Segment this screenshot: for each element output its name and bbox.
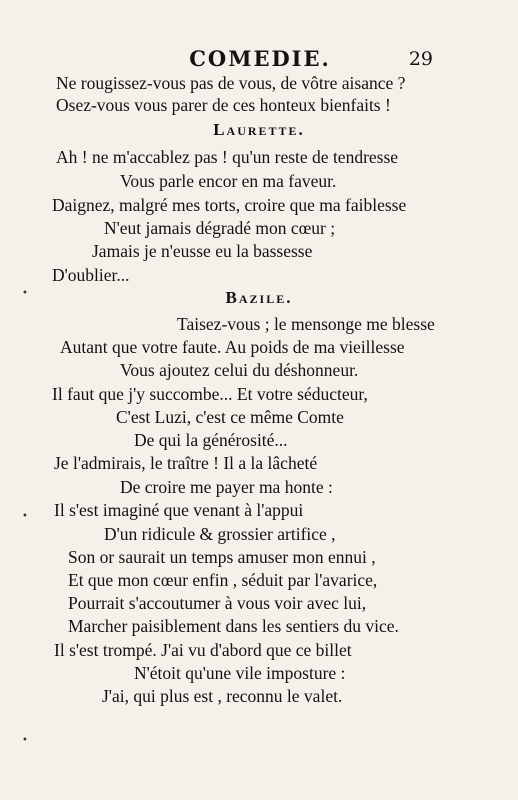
speaker-name: Bazile.	[225, 288, 293, 307]
verse-line: D'oublier...	[52, 265, 130, 285]
verse-line: C'est Luzi, c'est ce même Comte	[116, 407, 344, 427]
verse-line: Il s'est trompé. J'ai vu d'abord que ce billet	[54, 640, 352, 660]
running-title: COMEDIE.	[189, 46, 331, 71]
verse-line: Son or saurait un temps amuser mon ennui ,	[68, 547, 376, 567]
verse-line: Osez-vous vous parer de ces honteux bienfaits !	[56, 95, 391, 115]
verse-line: De qui la générosité...	[134, 430, 288, 450]
verse-line: Pourrait s'accoutumer à vous voir avec lui,	[68, 593, 367, 613]
verse-line: Jamais je n'eusse eu la bassesse	[92, 241, 313, 261]
verse-line: Et que mon cœur enfin , séduit par l'avarice,	[68, 570, 378, 590]
verse-line: J'ai, qui plus est , reconnu le valet.	[102, 686, 343, 706]
verse-line: Vous ajoutez celui du déshonneur.	[120, 360, 359, 380]
verse-line: Taisez-vous ; le mensonge me blesse	[177, 314, 435, 334]
verse-line: Il s'est imaginé que venant à l'appui	[54, 500, 304, 520]
page-number: 29	[408, 48, 433, 70]
margin-dot: •	[22, 735, 28, 746]
page-header	[0, 46, 518, 72]
verse-line: D'un ridicule & grossier artifice ,	[104, 524, 336, 544]
verse-line: N'eut jamais dégradé mon cœur ;	[104, 218, 336, 238]
margin-dot: •	[22, 288, 28, 299]
verse-line: Je l'admirais, le traître ! Il a la lâcheté	[54, 453, 318, 473]
verse-line: Il faut que j'y succombe... Et votre séducteur,	[52, 384, 368, 404]
margin-dot: •	[22, 511, 28, 522]
verse-line: Vous parle encor en ma faveur.	[120, 171, 337, 191]
verse-line: N'étoit qu'une vile imposture :	[134, 663, 346, 683]
verse-line: Autant que votre faute. Au poids de ma vieillesse	[60, 337, 405, 357]
verse-line: Marcher paisiblement dans les sentiers du vice.	[68, 616, 399, 636]
verse-line: Daignez, malgré mes torts, croire que ma faiblesse	[52, 195, 407, 215]
speaker-name: Laurette.	[213, 120, 305, 139]
verse-line: Ah ! ne m'accablez pas ! qu'un reste de tendresse	[56, 147, 399, 167]
verse-line: Ne rougissez-vous pas de vous, de vôtre aisance ?	[56, 73, 406, 93]
verse-line: De croire me payer ma honte :	[120, 477, 333, 497]
